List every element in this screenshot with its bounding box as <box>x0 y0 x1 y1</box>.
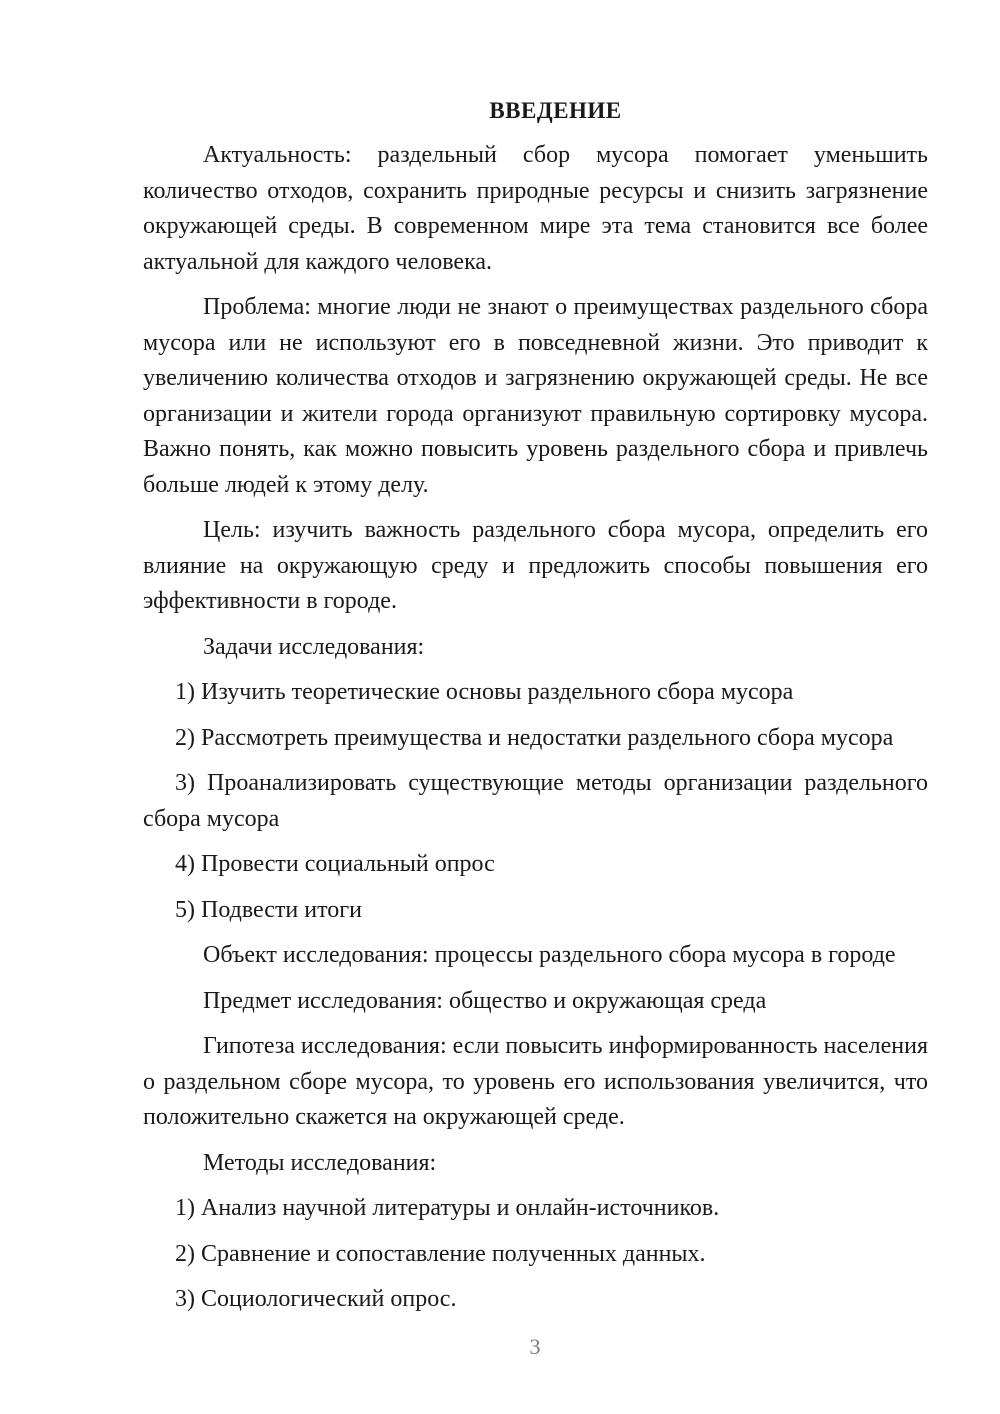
task-item: 1) Изучить теоретические основы раздельного сбора мусора <box>175 679 794 705</box>
task-item: 3) Проанализировать существующие методы организации раздельного сбора мусора <box>143 770 928 832</box>
tasks-heading: Задачи исследования: <box>203 633 425 660</box>
research-object: Объект исследования: процессы раздельного сбора мусора в городе <box>203 942 896 968</box>
hypothesis-paragraph: Гипотеза исследования: если повысить информированность населения о раздельном сборе мусора, то уровень его использования увеличится, что положительно скажется на окружающей среде. <box>143 1033 928 1130</box>
task-item: 2) Рассмотреть преимущества и недостатки раздельного сбора мусора <box>175 724 894 751</box>
problem-paragraph: Проблема: многие люди не знают о преимуществах раздельного сбора мусора или не используют его в повседневной жизни. Это приводит к увеличению количества отходов и загрязнению окружающей среды. Не все организации и жители города организуют правильную сортировку мусора. Важно понять, как можно повысить уровень раздельного сбора и привлечь больше людей к этому делу. <box>143 294 928 498</box>
page-content <box>143 96 928 1328</box>
section-title: ВВЕДЕНИЕ <box>489 98 622 123</box>
method-item: 3) Социологический опрос. <box>175 1286 457 1312</box>
task-item: 4) Провести социальный опрос <box>175 851 495 877</box>
relevance-paragraph: Актуальность: раздельный сбор мусора помогает уменьшить количество отходов, сохранить природные ресурсы и снизить загрязнение окружающей среды. В современном мире эта тема становится все более актуальной для каждого человека. <box>143 142 928 275</box>
task-item: 5) Подвести итоги <box>175 896 362 923</box>
method-item: 1) Анализ научной литературы и онлайн-источников. <box>175 1195 720 1221</box>
page-number: 3 <box>529 1334 541 1359</box>
goal-paragraph: Цель: изучить важность раздельного сбора мусора, определить его влияние на окружающую среду и предложить способы повышения его эффективности в городе. <box>143 517 928 614</box>
research-subject: Предмет исследования: общество и окружающая среда <box>203 987 767 1014</box>
method-item: 2) Сравнение и сопоставление полученных данных. <box>175 1240 706 1267</box>
methods-heading: Методы исследования: <box>203 1149 437 1176</box>
